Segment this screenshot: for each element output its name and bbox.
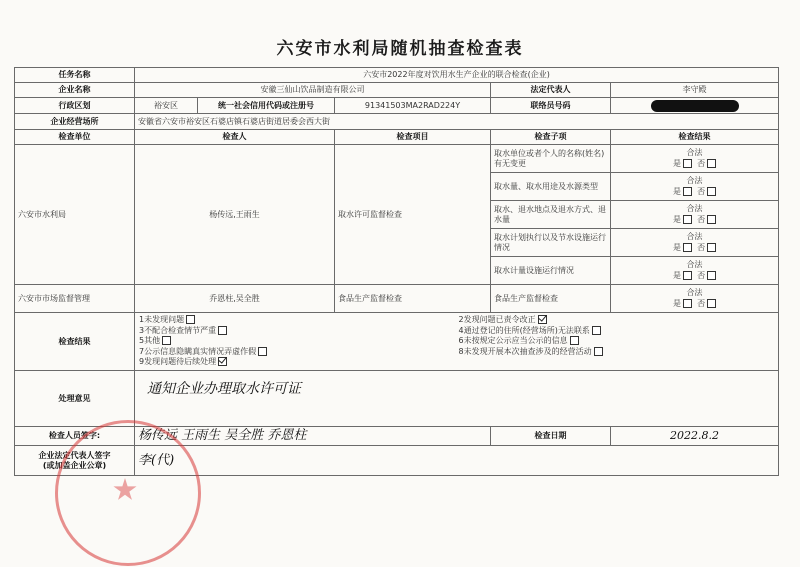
- water-subitem-2: 取水量、取水用途及水源类型: [491, 173, 611, 201]
- water-result-5: [611, 257, 779, 285]
- yes-checkbox[interactable]: [683, 159, 692, 168]
- enterprise-name-value: 安徽三仙山饮品制造有限公司: [135, 83, 491, 98]
- water-subitem-3: 取水、退水地点及退水方式、退水量: [491, 201, 611, 229]
- no-text: 否: [697, 158, 706, 168]
- no-text: 否: [697, 270, 706, 280]
- outcome-8: 8未发现开展本次抽查涉及的经营活动: [459, 347, 777, 358]
- outcome-9-checkbox[interactable]: [218, 357, 227, 366]
- market-inspectors: 乔恩柱,吴全胜: [135, 285, 335, 313]
- no-checkbox[interactable]: [707, 271, 716, 280]
- market-result: [611, 285, 779, 313]
- check-date-value: [611, 427, 779, 446]
- no-checkbox[interactable]: [707, 299, 716, 308]
- pass-text: 合法: [686, 203, 703, 213]
- no-checkbox[interactable]: [707, 215, 716, 224]
- district-credit-cell: [135, 98, 335, 114]
- redaction-bar: [651, 100, 739, 112]
- yes-checkbox[interactable]: [683, 299, 692, 308]
- inspector-sign-value: [135, 427, 491, 446]
- col-item: 检查项目: [335, 130, 491, 145]
- water-result-3: [611, 201, 779, 229]
- market-unit: 六安市市场监督管理: [15, 285, 135, 313]
- outcome-1: 1未发现问题: [139, 315, 457, 326]
- no-checkbox[interactable]: [707, 187, 716, 196]
- water-subitem-1: 取水单位或者个人的名称(姓名)有无变更: [491, 145, 611, 173]
- outcomes-right: [457, 315, 777, 368]
- outcome-2-checkbox[interactable]: [538, 315, 547, 324]
- outcome-3-checkbox[interactable]: [218, 326, 227, 335]
- yes-text: 是: [672, 242, 681, 252]
- water-result-1: [611, 145, 779, 173]
- legal-rep-label: 法定代表人: [491, 83, 611, 98]
- check-date-label: 检查日期: [491, 427, 611, 446]
- col-unit: 检查单位: [15, 130, 135, 145]
- outcome-6: 6未按规定公示应当公示的信息: [459, 336, 777, 347]
- outcome-6-checkbox[interactable]: [570, 336, 579, 345]
- company-seal-stamp: [55, 420, 201, 566]
- legal-sign-label: 企业法定代表人签字 (或加盖企业公章): [15, 446, 135, 476]
- water-result-4: [611, 229, 779, 257]
- yes-checkbox[interactable]: [683, 243, 692, 252]
- check-date: 2022.8.2: [670, 429, 720, 443]
- district-label: 行政区划: [15, 98, 135, 114]
- task-name-value: 六安市2022年度对饮用水生产企业的联合检查(企业): [135, 68, 779, 83]
- no-text: 否: [697, 214, 706, 224]
- col-subitem: 检查子项: [491, 130, 611, 145]
- pass-text: 合法: [686, 287, 703, 297]
- water-subitem-5: 取水计量设施运行情况: [491, 257, 611, 285]
- pass-text: 合法: [686, 259, 703, 269]
- no-text: 否: [697, 298, 706, 308]
- outcomes-left: [137, 315, 457, 368]
- yes-text: 是: [672, 158, 681, 168]
- legal-rep-value: 李守殿: [611, 83, 779, 98]
- outcome-7: 7公示信息隐瞒真实情况弄虚作假: [139, 347, 457, 358]
- water-subitem-4: 取水计划执行以及节水设施运行情况: [491, 229, 611, 257]
- legal-sign-value: [135, 446, 779, 476]
- outcomes-cell: [135, 313, 779, 371]
- outcome-8-checkbox[interactable]: [594, 347, 603, 356]
- results-label: 检查结果: [15, 313, 135, 371]
- outcome-2: 2发现问题已责令改正: [459, 315, 777, 326]
- no-text: 否: [697, 186, 706, 196]
- water-item: 取水许可监督检查: [335, 145, 491, 285]
- outcome-5: 5其他: [139, 336, 457, 347]
- outcome-4-checkbox[interactable]: [592, 326, 601, 335]
- opinion-value: [135, 371, 779, 427]
- yes-text: 是: [672, 214, 681, 224]
- yes-checkbox[interactable]: [683, 215, 692, 224]
- legal-sign: 李(代): [138, 452, 175, 468]
- outcome-3: 3不配合检查情节严重: [139, 326, 457, 337]
- outcome-5-checkbox[interactable]: [162, 336, 171, 345]
- yes-text: 是: [672, 270, 681, 280]
- task-name-label: 任务名称: [15, 68, 135, 83]
- outcome-7-checkbox[interactable]: [258, 347, 267, 356]
- yes-text: 是: [672, 298, 681, 308]
- yes-checkbox[interactable]: [683, 271, 692, 280]
- pass-text: 合法: [686, 147, 703, 157]
- no-checkbox[interactable]: [707, 243, 716, 252]
- no-text: 否: [697, 242, 706, 252]
- address-label: 企业经营场所: [15, 114, 135, 130]
- credit-code-value: 91341503MA2RAD224Y: [335, 98, 491, 114]
- inspector-names: 杨传远 王雨生 吴全胜 乔恩柱: [138, 428, 307, 443]
- outcome-1-checkbox[interactable]: [186, 315, 195, 324]
- market-item: 食品生产监督检查: [335, 285, 491, 313]
- yes-checkbox[interactable]: [683, 187, 692, 196]
- contact-phone-label: 联络员号码: [491, 98, 611, 114]
- outcome-9: 9发现问题待后续处理: [139, 357, 457, 368]
- market-subitem: 食品生产监督检查: [491, 285, 611, 313]
- opinion-text: 通知企业办理取水许可证: [147, 381, 301, 397]
- district-value: 裕安区: [135, 98, 198, 113]
- water-unit: 六安市水利局: [15, 145, 135, 285]
- col-result: 检查结果: [611, 130, 779, 145]
- credit-code-label: 统一社会信用代码或注册号: [218, 100, 314, 110]
- inspection-table: [14, 67, 779, 476]
- address-value: 安徽省六安市裕安区石婆店镇石婆店街道居委会西大街: [135, 114, 779, 130]
- yes-text: 是: [672, 186, 681, 196]
- pass-text: 合法: [686, 175, 703, 185]
- contact-phone-value: [611, 98, 779, 114]
- opinion-label: 处理意见: [15, 371, 135, 427]
- water-inspectors: 杨传远,王雨生: [135, 145, 335, 285]
- water-result-2: [611, 173, 779, 201]
- inspector-sign-label: 检查人员签字:: [15, 427, 135, 446]
- enterprise-name-label: 企业名称: [15, 83, 135, 98]
- pass-text: 合法: [686, 231, 703, 241]
- col-inspector: 检查人: [135, 130, 335, 145]
- outcome-4: 4通过登记的住所(经营场所)无法联系: [459, 326, 777, 337]
- no-checkbox[interactable]: [707, 159, 716, 168]
- page-title: 六安市水利局随机抽查检查表: [276, 39, 524, 59]
